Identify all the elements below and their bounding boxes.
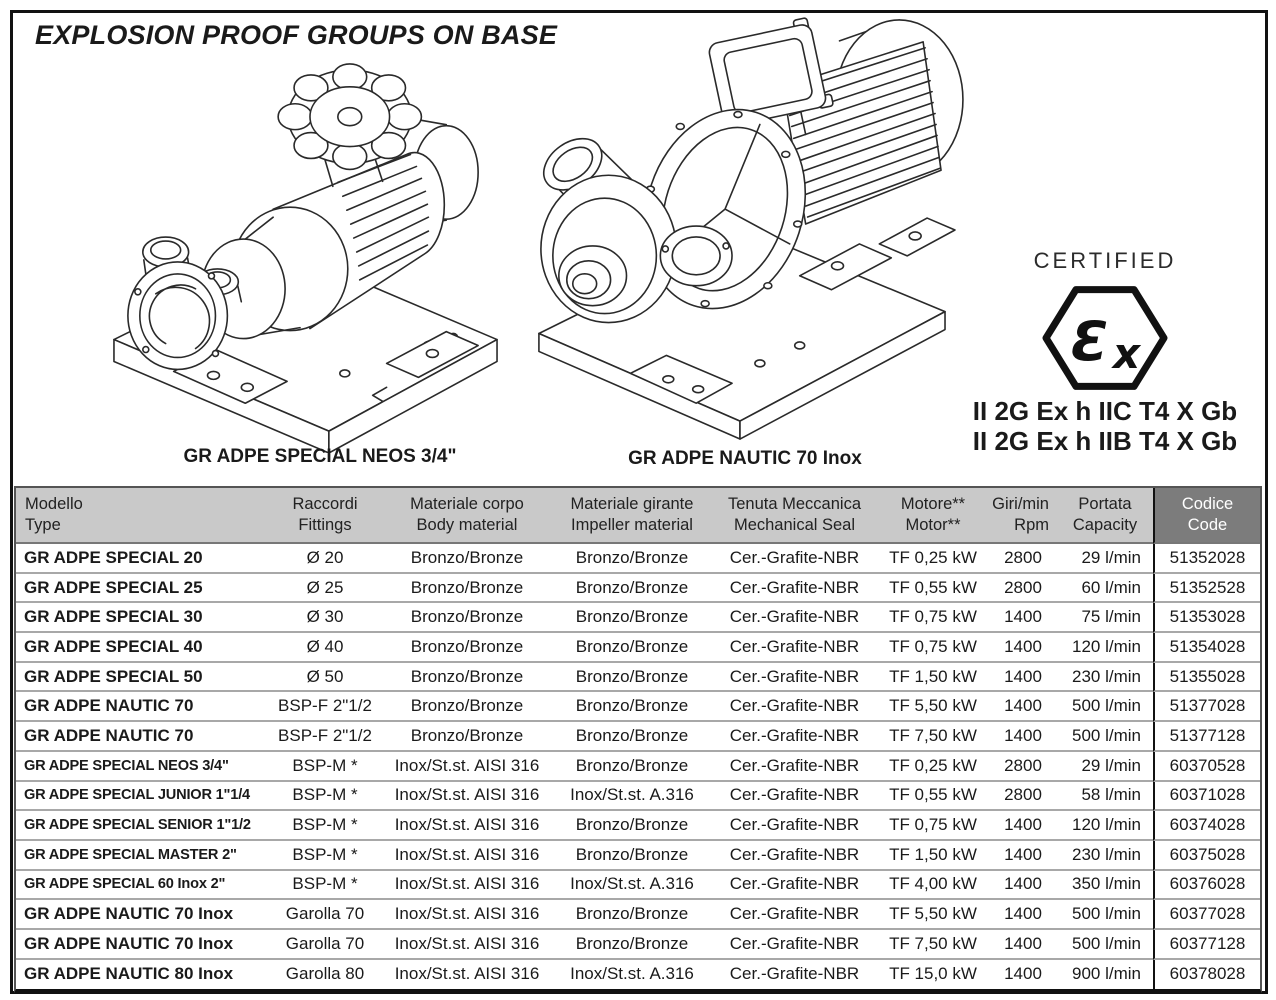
table-row: [16, 692, 1260, 722]
code: 60371028: [1153, 782, 1260, 812]
body-material: Bronzo/Bronze: [382, 574, 552, 604]
model: GR ADPE SPECIAL 20: [16, 544, 268, 574]
rpm: 1400: [989, 930, 1057, 960]
code: 60370528: [1153, 752, 1260, 782]
motor: TF 0,25 kW: [877, 752, 989, 782]
model: GR ADPE SPECIAL 30: [16, 603, 268, 633]
mechanical-seal: Cer.-Grafite-NBR: [712, 692, 877, 722]
col-header-rpm: Giri/min Rpm: [989, 488, 1057, 544]
table-row: [16, 544, 1260, 574]
motor: TF 0,55 kW: [877, 782, 989, 812]
impeller-material: Bronzo/Bronze: [552, 544, 712, 574]
rpm: 1400: [989, 692, 1057, 722]
fittings: Ø 50: [268, 663, 382, 693]
code: 51377128: [1153, 722, 1260, 752]
rpm: 1400: [989, 663, 1057, 693]
svg-text:Ɛ x: [1071, 309, 1142, 378]
pump-drawing-special-neos: [95, 55, 515, 453]
body-material: Inox/St.st. AISI 316: [382, 752, 552, 782]
col-header-impeller-material: Materiale girante Impeller material: [552, 488, 712, 544]
code: 51377028: [1153, 692, 1260, 722]
mechanical-seal: Cer.-Grafite-NBR: [712, 811, 877, 841]
mechanical-seal: Cer.-Grafite-NBR: [712, 752, 877, 782]
cert-line-1: II 2G Ex h IIC T4 X Gb: [972, 396, 1238, 426]
motor: TF 0,25 kW: [877, 544, 989, 574]
body-material: Inox/St.st. AISI 316: [382, 871, 552, 901]
rpm: 2800: [989, 574, 1057, 604]
certification-block: [960, 248, 1250, 456]
mechanical-seal: Cer.-Grafite-NBR: [712, 782, 877, 812]
cert-line-2: II 2G Ex h IIB T4 X Gb: [972, 426, 1238, 456]
rpm: 1400: [989, 633, 1057, 663]
impeller-material: Bronzo/Bronze: [552, 900, 712, 930]
capacity: 500 l/min: [1057, 692, 1153, 722]
code: 60376028: [1153, 871, 1260, 901]
table-row: [16, 663, 1260, 693]
code: 51352028: [1153, 544, 1260, 574]
model: GR ADPE NAUTIC 70 Inox: [16, 930, 268, 960]
motor: TF 7,50 kW: [877, 930, 989, 960]
code: 60377028: [1153, 900, 1260, 930]
table-header-row: [16, 488, 1260, 544]
fittings: Garolla 70: [268, 900, 382, 930]
rpm: 1400: [989, 811, 1057, 841]
body-material: Bronzo/Bronze: [382, 722, 552, 752]
rpm: 2800: [989, 782, 1057, 812]
mechanical-seal: Cer.-Grafite-NBR: [712, 544, 877, 574]
caption-right: GR ADPE NAUTIC 70 Inox: [628, 448, 862, 469]
capacity: 29 l/min: [1057, 752, 1153, 782]
mechanical-seal: Cer.-Grafite-NBR: [712, 841, 877, 871]
body-material: Inox/St.st. AISI 316: [382, 900, 552, 930]
capacity: 29 l/min: [1057, 544, 1153, 574]
body-material: Bronzo/Bronze: [382, 633, 552, 663]
model: GR ADPE NAUTIC 70 Inox: [16, 900, 268, 930]
table-row: [16, 574, 1260, 604]
body-material: Inox/St.st. AISI 316: [382, 782, 552, 812]
model: GR ADPE SPECIAL SENIOR 1"1/2: [16, 811, 268, 841]
fittings: BSP-M *: [268, 752, 382, 782]
code: 60378028: [1153, 960, 1260, 990]
table-row: [16, 841, 1260, 871]
pump-volute: [541, 175, 676, 322]
mechanical-seal: Cer.-Grafite-NBR: [712, 930, 877, 960]
table-row: [16, 871, 1260, 901]
impeller-material: Inox/St.st. A.316: [552, 960, 712, 990]
body-material: Bronzo/Bronze: [382, 603, 552, 633]
col-header-body-material: Materiale corpo Body material: [382, 488, 552, 544]
impeller-material: Bronzo/Bronze: [552, 930, 712, 960]
fittings: BSP-M *: [268, 811, 382, 841]
code: 60377128: [1153, 930, 1260, 960]
mechanical-seal: Cer.-Grafite-NBR: [712, 722, 877, 752]
body-material: Bronzo/Bronze: [382, 692, 552, 722]
capacity: 230 l/min: [1057, 663, 1153, 693]
body-material: Inox/St.st. AISI 316: [382, 841, 552, 871]
fittings: BSP-F 2"1/2: [268, 692, 382, 722]
impeller-material: Bronzo/Bronze: [552, 722, 712, 752]
fittings: BSP-M *: [268, 871, 382, 901]
code: 60374028: [1153, 811, 1260, 841]
table-row: [16, 722, 1260, 752]
capacity: 120 l/min: [1057, 633, 1153, 663]
table-row: [16, 930, 1260, 960]
fittings: BSP-M *: [268, 782, 382, 812]
model: GR ADPE NAUTIC 70: [16, 692, 268, 722]
model: GR ADPE SPECIAL JUNIOR 1"1/4: [16, 782, 268, 812]
capacity: 900 l/min: [1057, 960, 1153, 990]
rpm: 2800: [989, 752, 1057, 782]
table-row: [16, 603, 1260, 633]
model: GR ADPE SPECIAL 50: [16, 663, 268, 693]
code: 60375028: [1153, 841, 1260, 871]
motor: TF 1,50 kW: [877, 663, 989, 693]
rpm: 1400: [989, 841, 1057, 871]
capacity: 500 l/min: [1057, 930, 1153, 960]
table-row: [16, 782, 1260, 812]
motor: TF 15,0 kW: [877, 960, 989, 990]
ex-glyph-x: x: [1112, 328, 1141, 378]
impeller-material: Bronzo/Bronze: [552, 692, 712, 722]
fittings: Ø 30: [268, 603, 382, 633]
body-material: Bronzo/Bronze: [382, 544, 552, 574]
impeller-material: Bronzo/Bronze: [552, 603, 712, 633]
motor: TF 0,75 kW: [877, 633, 989, 663]
col-header-mechanical-seal: Tenuta Meccanica Mechanical Seal: [712, 488, 877, 544]
body-material: Inox/St.st. AISI 316: [382, 930, 552, 960]
mechanical-seal: Cer.-Grafite-NBR: [712, 633, 877, 663]
capacity: 58 l/min: [1057, 782, 1153, 812]
fittings: BSP-F 2"1/2: [268, 722, 382, 752]
capacity: 120 l/min: [1057, 811, 1153, 841]
motor: TF 0,55 kW: [877, 574, 989, 604]
fittings: Garolla 70: [268, 930, 382, 960]
capacity: 60 l/min: [1057, 574, 1153, 604]
mechanical-seal: Cer.-Grafite-NBR: [712, 574, 877, 604]
capacity: 230 l/min: [1057, 841, 1153, 871]
impeller-material: Bronzo/Bronze: [552, 574, 712, 604]
table-row: [16, 633, 1260, 663]
motor: TF 5,50 kW: [877, 692, 989, 722]
impeller-material: Bronzo/Bronze: [552, 841, 712, 871]
model: GR ADPE SPECIAL MASTER 2": [16, 841, 268, 871]
col-header-fittings: Raccordi Fittings: [268, 488, 382, 544]
body-material: Inox/St.st. AISI 316: [382, 811, 552, 841]
body-material: Inox/St.st. AISI 316: [382, 960, 552, 990]
code: 51353028: [1153, 603, 1260, 633]
rpm: 1400: [989, 960, 1057, 990]
impeller-material: Bronzo/Bronze: [552, 811, 712, 841]
col-header-model: Modello Type: [16, 488, 268, 544]
model: GR ADPE SPECIAL 60 Inox 2": [16, 871, 268, 901]
motor: TF 5,50 kW: [877, 900, 989, 930]
impeller-material: Bronzo/Bronze: [552, 633, 712, 663]
pump-drawing-nautic-70: [500, 15, 970, 443]
rpm: 1400: [989, 722, 1057, 752]
mechanical-seal: Cer.-Grafite-NBR: [712, 871, 877, 901]
discharge-port: [660, 226, 732, 286]
spec-table: [14, 486, 1262, 993]
caption-left: GR ADPE SPECIAL NEOS 3/4": [183, 446, 457, 467]
model: GR ADPE NAUTIC 70: [16, 722, 268, 752]
code: 51355028: [1153, 663, 1260, 693]
table-row: [16, 811, 1260, 841]
mechanical-seal: Cer.-Grafite-NBR: [712, 900, 877, 930]
model: GR ADPE SPECIAL 40: [16, 633, 268, 663]
motor: TF 1,50 kW: [877, 841, 989, 871]
motor: TF 7,50 kW: [877, 722, 989, 752]
code: 51354028: [1153, 633, 1260, 663]
motor: TF 0,75 kW: [877, 603, 989, 633]
motor-feet: [800, 218, 955, 290]
col-header-code: Codice Code: [1153, 488, 1260, 544]
rpm: 2800: [989, 544, 1057, 574]
atex-ex-hexagon-icon: [1039, 280, 1171, 396]
model: GR ADPE SPECIAL 25: [16, 574, 268, 604]
impeller-material: Inox/St.st. A.316: [552, 782, 712, 812]
table-body: [16, 544, 1260, 989]
capacity: 500 l/min: [1057, 900, 1153, 930]
mechanical-seal: Cer.-Grafite-NBR: [712, 603, 877, 633]
ex-glyph-e: Ɛ: [1070, 309, 1109, 373]
fittings: Garolla 80: [268, 960, 382, 990]
col-header-capacity: Portata Capacity: [1057, 488, 1153, 544]
capacity: 75 l/min: [1057, 603, 1153, 633]
impeller-material: Bronzo/Bronze: [552, 752, 712, 782]
table-row: [16, 960, 1260, 990]
model: GR ADPE NAUTIC 80 Inox: [16, 960, 268, 990]
model: GR ADPE SPECIAL NEOS 3/4": [16, 752, 268, 782]
table-row: [16, 752, 1260, 782]
rpm: 1400: [989, 900, 1057, 930]
fittings: Ø 40: [268, 633, 382, 663]
motor: TF 4,00 kW: [877, 871, 989, 901]
mechanical-seal: Cer.-Grafite-NBR: [712, 960, 877, 990]
mechanical-seal: Cer.-Grafite-NBR: [712, 663, 877, 693]
body-material: Bronzo/Bronze: [382, 663, 552, 693]
code: 51352528: [1153, 574, 1260, 604]
fittings: BSP-M *: [268, 841, 382, 871]
fittings: Ø 20: [268, 544, 382, 574]
motor: TF 0,75 kW: [877, 811, 989, 841]
table-row: [16, 900, 1260, 930]
capacity: 500 l/min: [1057, 722, 1153, 752]
page-title: EXPLOSION PROOF GROUPS ON BASE: [35, 20, 558, 50]
certified-label: CERTIFIED: [1033, 248, 1177, 273]
fittings: Ø 25: [268, 574, 382, 604]
rpm: 1400: [989, 603, 1057, 633]
col-header-motor: Motore** Motor**: [877, 488, 989, 544]
impeller-material: Bronzo/Bronze: [552, 663, 712, 693]
rpm: 1400: [989, 871, 1057, 901]
impeller-material: Inox/St.st. A.316: [552, 871, 712, 901]
capacity: 350 l/min: [1057, 871, 1153, 901]
